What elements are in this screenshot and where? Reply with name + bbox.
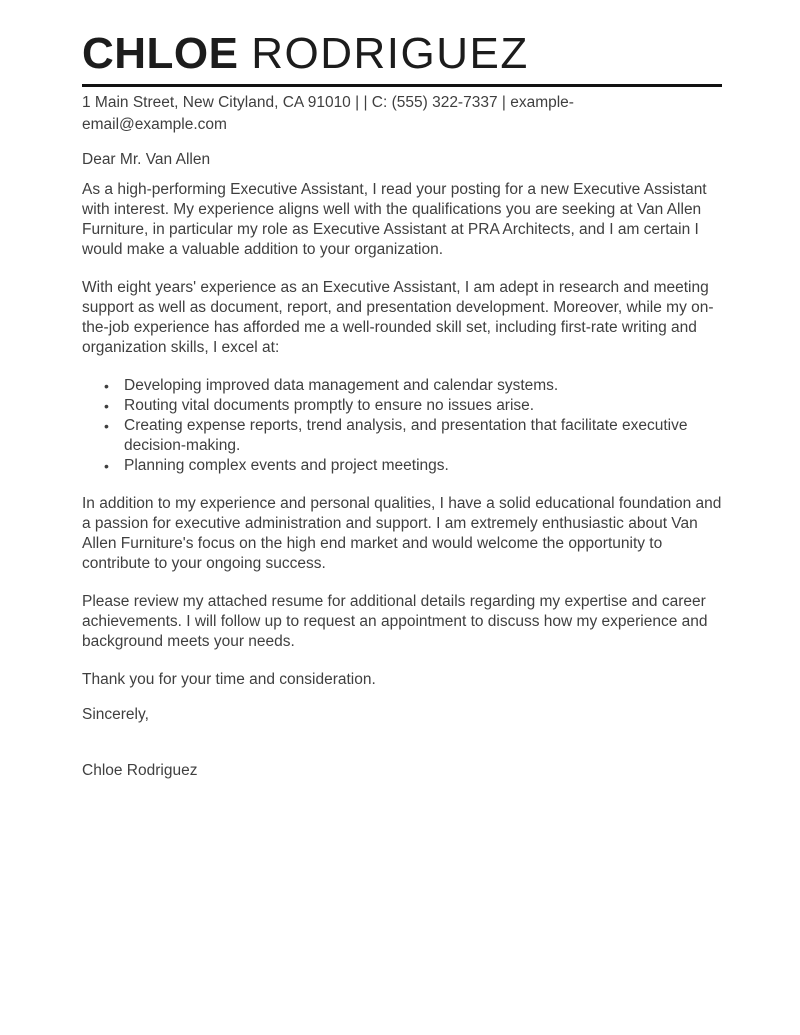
signature-name: Chloe Rodriguez — [82, 762, 198, 779]
bullet-item: • Routing vital documents promptly to ensure no issues arise. — [124, 396, 730, 416]
paragraph-education: In addition to my experience and personal qualities, I have a solid educational foundation and a passion for executive administration and support. I am extremely enthusiastic about Van Allen Furniture's focus on the high end market and would welcome the opportunity to contribute to your ongoing success. — [82, 495, 722, 572]
signoff-line: Sincerely, — [82, 706, 149, 723]
header-divider — [82, 84, 722, 87]
contact-line: 1 Main Street, New Cityland, CA 91010 | | C: (555) 322-7337 | example-email@example.com — [82, 94, 574, 133]
candidate-first-name: CHLOE — [82, 29, 239, 78]
bullet-item: • Planning complex events and project meetings. — [124, 456, 730, 476]
thanks-line: Thank you for your time and consideration. — [82, 671, 376, 688]
candidate-last-name: RODRIGUEZ — [251, 29, 529, 78]
paragraph-experience: With eight years' experience as an Executive Assistant, I am adept in research and meeting support as well as document, report, and presentation development. Moreover, while my on-the-job experience has afforded me a well-rounded skill set, including first-rate writing and organization skills, I excel at: — [82, 279, 714, 356]
letter-header — [82, 30, 722, 136]
paragraph-intro: As a high-performing Executive Assistant, I read your posting for a new Executive Assistant with interest. My experience aligns well with the qualifications you are seeking at Van Allen Furniture, in particular my role as Executive Assistant at PRA Architects, and I am certain I would make a valuable addition to your organization. — [82, 181, 707, 258]
letter-body — [82, 150, 730, 781]
bullet-item: • Creating expense reports, trend analysis, and presentation that facilitate executive decision-making. — [124, 416, 730, 456]
paragraph-followup: Please review my attached resume for additional details regarding my expertise and career achievements. I will follow up to request an appointment to discuss how my experience and background meets your needs. — [82, 593, 708, 650]
salutation: Dear Mr. Van Allen — [82, 151, 211, 168]
skills-bullet-list — [82, 376, 730, 476]
candidate-name — [82, 30, 722, 78]
bullet-item: • Developing improved data management and calendar systems. — [124, 376, 730, 396]
